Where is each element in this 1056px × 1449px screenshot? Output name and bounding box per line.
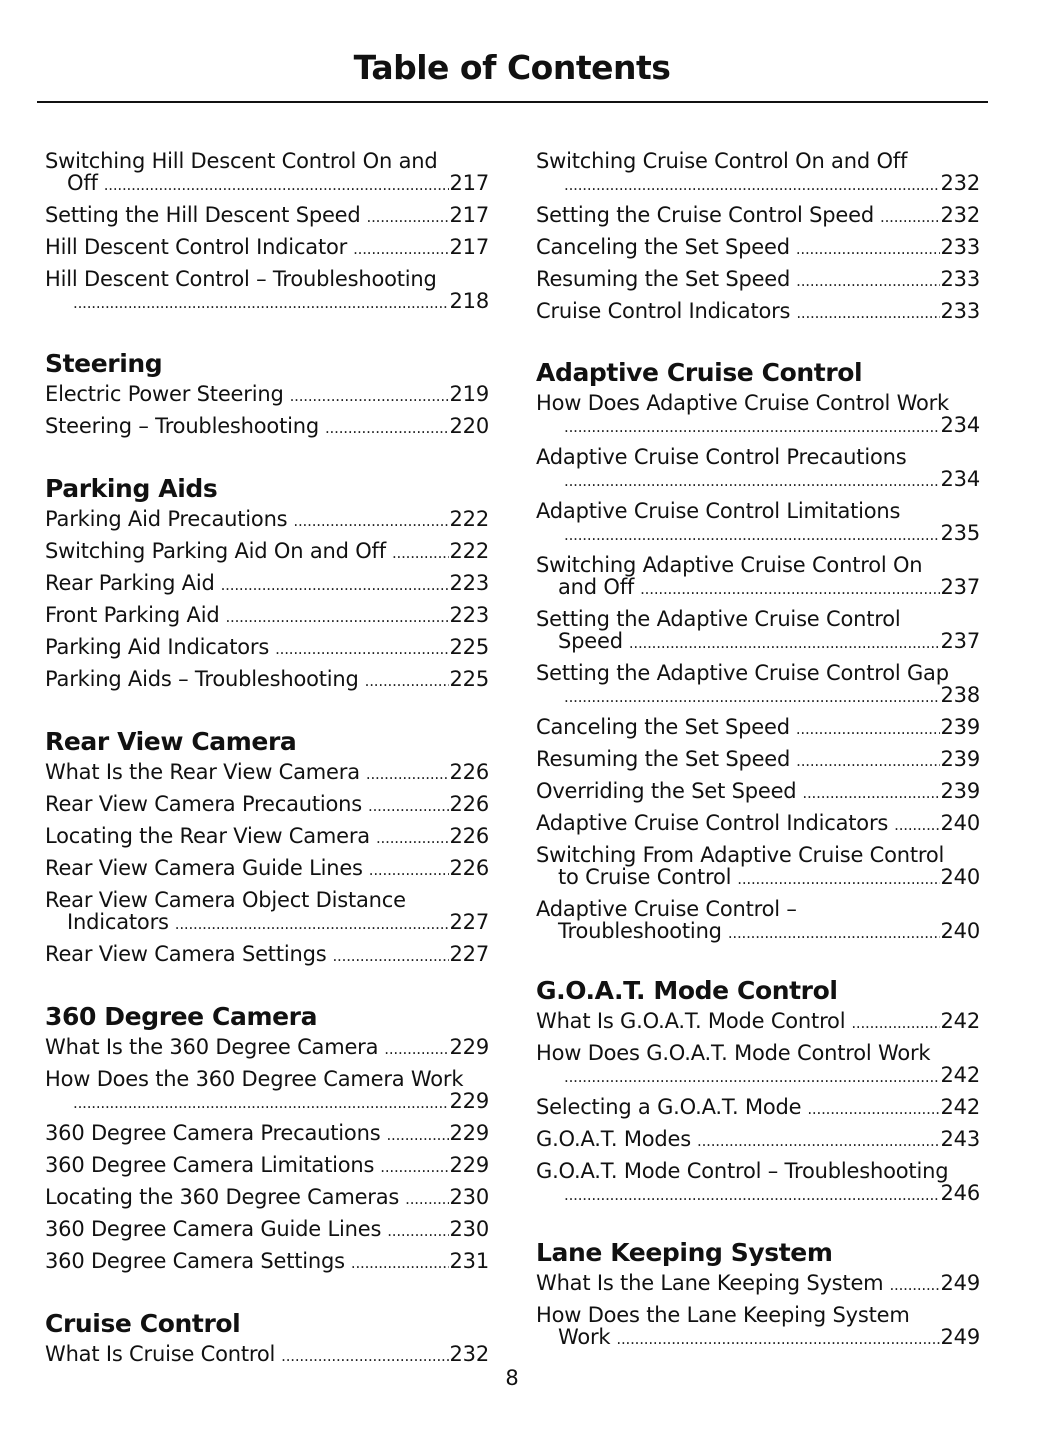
toc-entry-title: Adaptive Cruise Control Precautions — [536, 445, 907, 469]
dot-leader — [353, 238, 448, 260]
toc-entry-title: Setting the Hill Descent Speed — [45, 203, 361, 227]
toc-page-number: 229 — [449, 1089, 489, 1113]
toc-page-number: 249 — [940, 1271, 980, 1295]
toc-entry-title: 360 Degree Camera Guide Lines — [45, 1217, 382, 1241]
toc-entry-title: Rear Parking Aid — [45, 571, 215, 595]
toc-page-number: 242 — [940, 1095, 980, 1119]
toc-entry[interactable] — [45, 1218, 489, 1242]
toc-entry-title: Setting the Adaptive Cruise Control — [536, 607, 901, 631]
toc-entry-title: Adaptive Cruise Control Limitations — [536, 499, 901, 523]
toc-entry-title: Resuming the Set Speed — [536, 747, 791, 771]
toc-page-number: 229 — [449, 1035, 489, 1059]
toc-page-number: 226 — [449, 856, 489, 880]
dot-leader — [275, 638, 448, 660]
toc-entry[interactable] — [45, 793, 489, 817]
toc-entry[interactable] — [45, 604, 489, 628]
toc-entry-title: Switching From Adaptive Cruise Control — [536, 843, 945, 867]
toc-page-number: 223 — [449, 571, 489, 595]
dot-leader — [697, 1130, 939, 1152]
dot-leader — [629, 632, 940, 654]
dot-leader — [564, 1184, 940, 1206]
section-lane-keeping-system — [536, 1238, 980, 1350]
toc-entry-title: 360 Degree Camera Settings — [45, 1249, 345, 1273]
toc-entry[interactable] — [45, 1036, 489, 1060]
toc-entry[interactable] — [45, 1068, 489, 1114]
toc-entry-title: Rear View Camera Object Distance — [45, 888, 406, 912]
toc-entry[interactable] — [45, 636, 489, 660]
dot-leader — [73, 292, 449, 314]
toc-entry-title: Adaptive Cruise Control Indicators — [536, 811, 889, 835]
toc-entry[interactable] — [45, 268, 489, 314]
toc-entry[interactable] — [536, 300, 980, 324]
toc-entry-title: Parking Aids – Troubleshooting — [45, 667, 359, 691]
toc-entry[interactable] — [536, 662, 980, 708]
toc-entry[interactable] — [45, 383, 489, 407]
page-title: Table of Contents — [353, 48, 671, 87]
toc-page-number: 223 — [449, 603, 489, 627]
toc-page-number: 249 — [940, 1325, 980, 1349]
section-heading[interactable]: Lane Keeping System — [536, 1238, 833, 1267]
toc-page-number: 233 — [940, 235, 980, 259]
toc-page-number: 243 — [940, 1127, 980, 1151]
toc-entry-title: Setting the Cruise Control Speed — [536, 203, 874, 227]
toc-entry-title: 360 Degree Camera Limitations — [45, 1153, 375, 1177]
dot-leader — [380, 1156, 448, 1178]
toc-entry[interactable] — [536, 608, 980, 654]
toc-page-number: 240 — [940, 919, 980, 943]
toc-entry[interactable] — [536, 716, 980, 740]
toc-entry[interactable] — [45, 508, 489, 532]
toc-entry-title: Switching Adaptive Cruise Control On — [536, 553, 923, 577]
dot-leader — [387, 1220, 448, 1242]
section-heading[interactable]: Steering — [45, 349, 163, 378]
toc-entry-title: How Does the Lane Keeping System — [536, 1303, 910, 1327]
toc-page-number: 226 — [449, 792, 489, 816]
dot-leader — [290, 385, 449, 407]
toc-entry-title: What Is Cruise Control — [45, 1342, 276, 1366]
toc-entry-title: Parking Aid Indicators — [45, 635, 270, 659]
toc-page-number: 239 — [940, 779, 980, 803]
toc-entry-title: Rear View Camera Guide Lines — [45, 856, 363, 880]
toc-entry-title: G.O.A.T. Mode Control – Troubleshooting — [536, 1159, 949, 1183]
section-heading[interactable]: 360 Degree Camera — [45, 1002, 318, 1031]
toc-entry[interactable] — [45, 668, 489, 692]
dot-leader — [376, 827, 449, 849]
dot-leader — [564, 174, 940, 196]
toc-page-number: 218 — [449, 289, 489, 313]
dot-leader — [365, 670, 449, 692]
dot-leader — [564, 470, 940, 492]
toc-entry-title: What Is the 360 Degree Camera — [45, 1035, 379, 1059]
dot-leader — [325, 417, 449, 439]
toc-entry-title: to Cruise Control — [558, 865, 732, 889]
dot-leader — [351, 1252, 449, 1274]
toc-entry-title: Electric Power Steering — [45, 382, 284, 406]
section-steering — [45, 349, 489, 439]
title-divider — [37, 101, 988, 103]
toc-entry-title: What Is G.O.A.T. Mode Control — [536, 1009, 846, 1033]
toc-entry[interactable] — [45, 1122, 489, 1146]
toc-entry[interactable] — [536, 844, 980, 890]
toc-entry-title: Work — [558, 1325, 611, 1349]
toc-entry[interactable] — [45, 572, 489, 596]
toc-entry-title: G.O.A.T. Modes — [536, 1127, 692, 1151]
dot-leader — [796, 750, 939, 772]
page-number: 8 — [505, 1366, 519, 1390]
dot-leader — [889, 1274, 939, 1296]
toc-page-number: 233 — [940, 299, 980, 323]
toc-entry-title: What Is the Lane Keeping System — [536, 1271, 884, 1295]
section-heading[interactable]: Adaptive Cruise Control — [536, 358, 863, 387]
toc-page-number: 230 — [449, 1185, 489, 1209]
toc-page-number: 227 — [449, 942, 489, 966]
toc-entry-title: Steering – Troubleshooting — [45, 414, 319, 438]
toc-page-number: 227 — [449, 910, 489, 934]
toc-entry-title: Troubleshooting — [558, 919, 722, 943]
dot-leader — [281, 1345, 448, 1367]
dot-leader — [796, 302, 939, 324]
toc-entry-title: Rear View Camera Settings — [45, 942, 327, 966]
toc-page-number: 240 — [940, 865, 980, 889]
toc-page-number: 242 — [940, 1009, 980, 1033]
dot-leader — [737, 868, 939, 890]
toc-entry[interactable] — [536, 1304, 980, 1350]
toc-entry[interactable] — [536, 204, 980, 228]
toc-page-number: 229 — [449, 1153, 489, 1177]
toc-entry[interactable] — [45, 825, 489, 849]
toc-page-number: 220 — [449, 414, 489, 438]
toc-entry[interactable] — [45, 236, 489, 260]
toc-entry[interactable] — [536, 1042, 980, 1088]
toc-page-number: 226 — [449, 824, 489, 848]
toc-entry-title: Resuming the Set Speed — [536, 267, 791, 291]
toc-entry[interactable] — [536, 500, 980, 546]
dot-leader — [880, 206, 940, 228]
dot-leader — [392, 542, 449, 564]
section-hill-descent — [45, 150, 489, 314]
toc-entry-title: Cruise Control Indicators — [536, 299, 791, 323]
toc-entry[interactable] — [536, 1160, 980, 1206]
toc-page-number: 217 — [449, 235, 489, 259]
toc-entry-title: What Is the Rear View Camera — [45, 760, 360, 784]
dot-leader — [796, 238, 940, 260]
toc-page-number: 230 — [449, 1217, 489, 1241]
toc-page-number: 239 — [940, 715, 980, 739]
toc-entry-title: Rear View Camera Precautions — [45, 792, 363, 816]
dot-leader — [221, 574, 449, 596]
dot-leader — [104, 174, 449, 196]
toc-page-number: 235 — [940, 521, 980, 545]
section-cruise-control-cont — [536, 150, 980, 324]
toc-entry-title: Indicators — [67, 910, 169, 934]
toc-page-number: 238 — [940, 683, 980, 707]
toc-entry[interactable] — [536, 898, 980, 944]
toc-entry[interactable] — [536, 554, 980, 600]
toc-entry[interactable] — [45, 540, 489, 564]
section-parking-aids — [45, 474, 489, 692]
toc-entry[interactable] — [45, 1154, 489, 1178]
dot-leader — [851, 1012, 939, 1034]
toc-entry[interactable] — [536, 812, 980, 836]
toc-entry-title: Adaptive Cruise Control – — [536, 897, 797, 921]
toc-entry[interactable] — [536, 1272, 980, 1296]
toc-entry-title: Front Parking Aid — [45, 603, 220, 627]
dot-leader — [367, 206, 449, 228]
toc-entry[interactable] — [45, 761, 489, 785]
toc-entry[interactable] — [45, 1343, 489, 1367]
toc-entry-title: and Off — [558, 575, 635, 599]
toc-entry-title: Parking Aid Precautions — [45, 507, 288, 531]
toc-page-number: 237 — [940, 575, 980, 599]
dot-leader — [796, 718, 940, 740]
toc-entry-title: How Does Adaptive Cruise Control Work — [536, 391, 949, 415]
toc-page-number: 239 — [940, 747, 980, 771]
toc-page-number: 232 — [449, 1342, 489, 1366]
toc-entry[interactable] — [536, 446, 980, 492]
section-goat-mode-control — [536, 976, 980, 1206]
toc-entry-title: Switching Cruise Control On and Off — [536, 149, 908, 173]
toc-entry-title: Setting the Adaptive Cruise Control Gap — [536, 661, 949, 685]
toc-entry[interactable] — [536, 392, 980, 438]
toc-entry[interactable] — [45, 415, 489, 439]
toc-entry[interactable] — [536, 1128, 980, 1152]
dot-leader — [368, 795, 448, 817]
toc-entry[interactable] — [45, 204, 489, 228]
section-heading[interactable]: G.O.A.T. Mode Control — [536, 976, 838, 1005]
section-heading[interactable]: Parking Aids — [45, 474, 218, 503]
dot-leader — [564, 1066, 940, 1088]
toc-page-number: 233 — [940, 267, 980, 291]
toc-page-number: 226 — [449, 760, 489, 784]
toc-entry-title: Hill Descent Control Indicator — [45, 235, 348, 259]
toc-entry[interactable] — [536, 780, 980, 804]
toc-entry-title: Switching Hill Descent Control On and — [45, 149, 438, 173]
dot-leader — [175, 913, 449, 935]
dot-leader — [293, 510, 448, 532]
toc-page-number: 232 — [940, 203, 980, 227]
toc-entry-title: Speed — [558, 629, 623, 653]
toc-entry[interactable] — [45, 1186, 489, 1210]
toc-entry-title: Canceling the Set Speed — [536, 235, 790, 259]
toc-page-number: 225 — [449, 635, 489, 659]
toc-entry-title: Overriding the Set Speed — [536, 779, 797, 803]
dot-leader — [616, 1328, 939, 1350]
toc-entry-title: How Does G.O.A.T. Mode Control Work — [536, 1041, 931, 1065]
left-column — [45, 150, 489, 1375]
toc-entry[interactable] — [45, 889, 489, 935]
section-heading[interactable]: Cruise Control — [45, 1309, 241, 1338]
dot-leader — [564, 686, 940, 708]
toc-entry-title: Locating the 360 Degree Cameras — [45, 1185, 400, 1209]
toc-page-number: 219 — [449, 382, 489, 406]
section-adaptive-cruise-control — [536, 358, 980, 944]
toc-entry[interactable] — [536, 1096, 980, 1120]
toc-entry-title: How Does the 360 Degree Camera Work — [45, 1067, 464, 1091]
dot-leader — [225, 606, 448, 628]
toc-entry[interactable] — [536, 748, 980, 772]
dot-leader — [564, 524, 940, 546]
toc-entry-title: Locating the Rear View Camera — [45, 824, 370, 848]
toc-entry-title: 360 Degree Camera Precautions — [45, 1121, 381, 1145]
toc-entry-title: Canceling the Set Speed — [536, 715, 790, 739]
dot-leader — [894, 814, 939, 836]
toc-entry-title: Selecting a G.O.A.T. Mode — [536, 1095, 802, 1119]
right-column — [536, 150, 980, 1358]
toc-page-number: 222 — [449, 539, 489, 563]
dot-leader — [802, 782, 939, 804]
toc-entry-title: Hill Descent Control – Troubleshooting — [45, 267, 437, 291]
toc-page-number: 217 — [449, 171, 489, 195]
section-rear-view-camera — [45, 727, 489, 967]
dot-leader — [796, 270, 939, 292]
toc-page-number: 222 — [449, 507, 489, 531]
dot-leader — [564, 416, 940, 438]
toc-entry[interactable] — [45, 150, 489, 196]
toc-entry-title: Switching Parking Aid On and Off — [45, 539, 386, 563]
toc-page-number: 232 — [940, 171, 980, 195]
toc-entry[interactable] — [536, 1010, 980, 1034]
dot-leader — [640, 578, 939, 600]
toc-page-number: 242 — [940, 1063, 980, 1087]
dot-leader — [366, 763, 449, 785]
toc-page-number: 234 — [940, 467, 980, 491]
dot-leader — [369, 859, 449, 881]
toc-entry[interactable] — [536, 268, 980, 292]
toc-entry[interactable] — [45, 943, 489, 967]
dot-leader — [386, 1124, 448, 1146]
toc-entry[interactable] — [536, 150, 980, 196]
dot-leader — [405, 1188, 448, 1210]
section-cruise-control — [45, 1309, 489, 1367]
dot-leader — [384, 1038, 448, 1060]
toc-entry[interactable] — [45, 1250, 489, 1274]
section-heading[interactable]: Rear View Camera — [45, 727, 297, 756]
toc-page-number: 231 — [449, 1249, 489, 1273]
toc-page-number: 217 — [449, 203, 489, 227]
toc-page-number: 246 — [940, 1181, 980, 1205]
toc-entry[interactable] — [536, 236, 980, 260]
toc-page-number: 229 — [449, 1121, 489, 1145]
dot-leader — [332, 945, 448, 967]
toc-page-number: 225 — [449, 667, 489, 691]
dot-leader — [73, 1092, 449, 1114]
toc-page-number: 237 — [940, 629, 980, 653]
toc-entry-title: Off — [67, 171, 98, 195]
toc-page-number: 240 — [940, 811, 980, 835]
toc-page-number: 234 — [940, 413, 980, 437]
toc-entry[interactable] — [45, 857, 489, 881]
dot-leader — [807, 1098, 939, 1120]
dot-leader — [728, 922, 940, 944]
section-360-degree-camera — [45, 1002, 489, 1274]
